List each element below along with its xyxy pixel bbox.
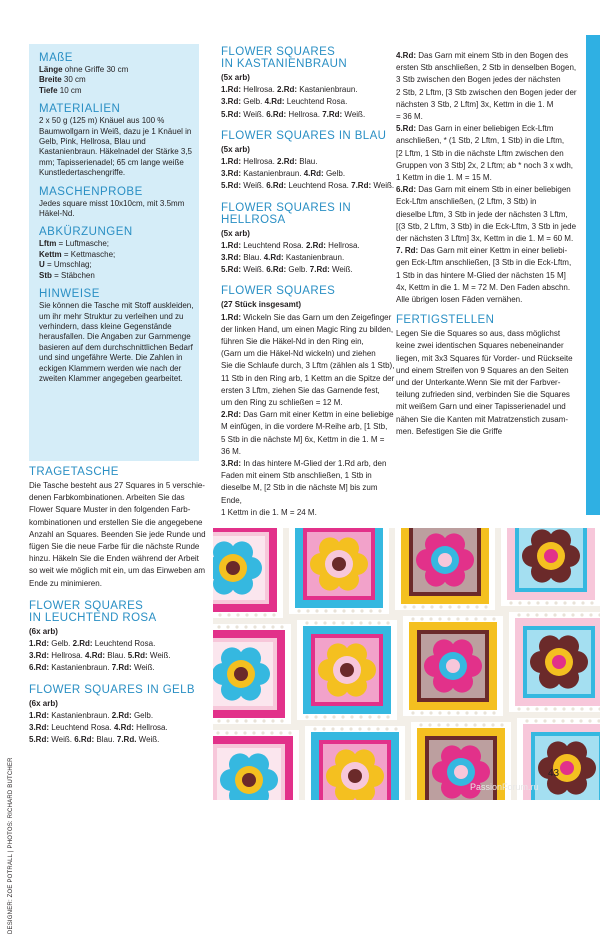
text-line: anschließen, * (1 Stb, 2 Lftm, 1 Stb) in die Lftm,	[396, 136, 565, 146]
blau-rounds	[221, 156, 399, 193]
text-line: M einfügen, in die vordere M-Reihe arb, [1 Stb,	[221, 422, 388, 432]
photo-credit: DESIGNER: ZOE POTRALL | PHOTOS: RICHARD BUTCHER	[8, 757, 14, 934]
text-line: Gruppen von 3 Stb] 2x, 2 Lftm; ab * noch 3 x wdh,	[396, 160, 573, 170]
leuchtend-rounds	[29, 638, 207, 675]
text-line: um den Ring zu schließen = 12 M.	[221, 398, 343, 408]
materials-sidebar	[29, 44, 199, 461]
page-number: 43	[548, 768, 560, 779]
crochet-square	[395, 528, 495, 610]
text-line: nächsten 3 Stb, 2 Lftm] 3x, Kettm in die 1. M	[396, 99, 554, 109]
heading-maschenprobe: MASCHENPROBE	[39, 185, 143, 198]
text-line: 3.Rd: Leuchtend Rosa. 4.Rd: Hellrosa.	[29, 723, 168, 733]
text-line: führen Sie die Häkel-Nd in den Ring ein,	[221, 337, 364, 347]
masse-list	[39, 65, 199, 96]
text-line: nähen Sie die Kanten mit Matratzenstich zusam-	[396, 414, 569, 424]
text-line: liegen, mit 3x3 Squares für Vorder- und Rückseite	[396, 353, 573, 363]
text-line: 2 Stb, 2 Lftm, [3 Stb zwischen den Bogen jeder der	[396, 87, 577, 97]
edge-color-strip	[586, 35, 600, 515]
text-line: (Garn um die Häkel-Nd wickeln) und ziehen	[221, 349, 376, 359]
text-line: keine zwei identischen Squares nebeneinander	[396, 341, 564, 351]
list-item: Lftm = Luftmasche;	[39, 239, 110, 249]
flower-instructions	[221, 312, 399, 519]
list-item: Breite 30 cm	[39, 75, 86, 85]
crochet-square	[213, 624, 291, 724]
blau-count: (5x arb)	[221, 144, 250, 154]
text-line: 3.Rd: Hellrosa. 4.Rd: Blau. 5.Rd: Weiß.	[29, 651, 171, 661]
text-line: dieselbe M, [2 Stb in die nächste M] bis zum Ende,	[221, 483, 378, 505]
crochet-square	[403, 616, 503, 716]
text-line: teilung zufrieden sind, verbinden Sie die Squares	[396, 390, 570, 400]
text-line: ersten 3 Lftm, ziehen Sie das Garnende fest,	[221, 385, 380, 395]
maschenprobe-text: Jedes square misst 10x10cm, mit 3.5mm Häkel-Nd.	[39, 198, 185, 219]
text-line: 1.Rd: Kastanienbraun. 2.Rd: Gelb.	[29, 710, 154, 720]
text-line: Legen Sie die Squares so aus, dass möglichst	[396, 329, 561, 339]
text-line: denen Farbkombinationen. Arbeiten Sie das	[29, 493, 185, 503]
heading-hellrosa: FLOWER SQUARES IN HELLROSA	[221, 201, 352, 226]
crochet-square	[289, 528, 389, 614]
list-item: Stb = Stäbchen	[39, 270, 95, 280]
abkuerzungen-list	[39, 239, 199, 281]
text-line: 1 Stb in das hintere M-Glied der nächsten 15 M]	[396, 270, 566, 280]
text-line: 1.Rd: Leuchtend Rosa. 2.Rd: Hellrosa.	[221, 240, 360, 250]
list-item: U = Umschlag;	[39, 260, 92, 270]
text-line: 1 Kettm in die 1. M = 24 M.	[221, 507, 317, 517]
text-line: 5.Rd: Weiß. 6.Rd: Gelb. 7.Rd: Weiß.	[221, 265, 353, 275]
text-line: 1 Kettm in die 1. M = 15 M.	[396, 173, 492, 183]
text-line: hinzu. Häkeln Sie die Enden während der Arbeit	[29, 554, 199, 564]
crochet-square	[213, 730, 299, 800]
text-line: und einem Streifen von 9 Squares an den Seiten	[396, 365, 569, 375]
heading-materialien: MATERIALIEN	[39, 103, 121, 116]
text-line: fügen Sie die neue Farbe für die nächste Runde	[29, 542, 200, 552]
text-line: Eck-Lftm anschließen, (2 Lftm, 3 Stb) in	[396, 197, 537, 207]
text-line: der linken Hand, um einen Magic Ring zu bilden,	[221, 324, 394, 334]
text-line: gen Eck-Lftm anschließen, [3 Stb in die Eck-Lftm,	[396, 258, 572, 268]
text-line: ersten Stb anschließen, 2 Stb in denselben Bogen,	[396, 63, 577, 73]
gelb-count: (6x arb)	[29, 698, 58, 708]
text-line: 3.Rd: Gelb. 4.Rd: Leuchtend Rosa.	[221, 97, 348, 107]
text-line: Ende zu minimieren.	[29, 578, 102, 588]
heading-hinweise: HINWEISE	[39, 288, 100, 301]
right-column	[396, 50, 586, 438]
crochet-square	[509, 612, 600, 712]
heading-masse: MAßE	[39, 52, 73, 64]
text-line: 3.Rd: Blau. 4.Rd: Kastanienbraun.	[221, 253, 345, 263]
hellrosa-rounds	[221, 240, 399, 277]
list-item: Kettm = Kettmasche;	[39, 249, 116, 259]
text-line: mit weißem Garn und einer Tapisserienadel und	[396, 402, 566, 412]
heading-blau: FLOWER SQUARES IN BLAU	[221, 129, 387, 142]
kastanien-count: (5x arb)	[221, 73, 250, 82]
heading-abkuerzungen: ABKÜRZUNGEN	[39, 226, 133, 239]
text-line: 5.Rd: Das Garn in einer beliebigen Eck-Lftm	[396, 124, 554, 134]
text-line: der nächsten 3 Lftm] 3x, Kettm in die 1. M = 60 M.	[396, 234, 574, 244]
left-column	[29, 466, 207, 746]
kastanien-rounds	[221, 84, 399, 121]
text-line: 5.Rd: Weiß. 6.Rd: Blau. 7.Rd. Weiß.	[29, 735, 160, 745]
text-line: 4x, Kettm in die 1. M = 72 M. Den Faden abschn.	[396, 282, 571, 292]
heading-leuchtend-2: IN LEUCHTEND ROSA	[29, 611, 157, 624]
text-line: 7. Rd: Das Garn mit einer Kettm in einer beliebi-	[396, 246, 568, 256]
tragetasche-text	[29, 480, 207, 590]
text-line: Flower Square Muster in den folgenden Farb-	[29, 505, 191, 515]
text-line: 1.Rd: Gelb. 2.Rd: Leuchtend Rosa.	[29, 639, 156, 649]
text-line: Anzahl an Squares. Beenden Sie jede Runde und	[29, 529, 206, 539]
gelb-rounds	[29, 710, 207, 747]
text-line: 3.Rd: In das hintere M-Glied der 1.Rd arb, den	[221, 459, 387, 469]
text-line: [(3 Stb, 2 Lftm, 3 Stb) in die Eck-Lftm, 3 Stb in jede	[396, 221, 577, 231]
crochet-square	[297, 620, 397, 720]
text-line: 5.Rd: Weiß. 6.Rd: Hellrosa. 7.Rd: Weiß.	[221, 109, 366, 119]
text-line: Sie die Schlaufe durch, 3 Lftm (zählen als 1 Stb),	[221, 361, 395, 371]
text-line: dieselbe Lftm, 3 Stb in jede der nächsten 3 Lftm,	[396, 209, 568, 219]
crochet-squares-photo	[213, 528, 600, 800]
crochet-square	[305, 726, 405, 800]
leuchtend-count: (6x arb)	[29, 626, 58, 636]
hellrosa-count: (5x arb)	[221, 228, 250, 238]
text-line: kombinationen und erstellen Sie die angegebene	[29, 517, 203, 527]
text-line: 1.Rd: Hellrosa. 2.Rd: Kastanienbraun.	[221, 85, 358, 95]
crochet-square	[501, 528, 600, 606]
text-line: 11 Stb in den Ring arb, 1 Kettm an die Spitze der	[221, 373, 395, 383]
heading-tragetasche: TRAGETASCHE	[29, 466, 119, 478]
text-line: 1.Rd: Hellrosa. 2.Rd: Blau.	[221, 157, 318, 167]
text-line: 1.Rd: Wickeln Sie das Garn um den Zeigefinger	[221, 312, 392, 322]
list-item: Länge ohne Griffe 30 cm	[39, 65, 129, 74]
heading-flower: FLOWER SQUARES	[221, 285, 336, 298]
list-item: Tiefe 10 cm	[39, 85, 82, 95]
heading-leuchtend-1: FLOWER SQUARES	[29, 599, 144, 612]
heading-gelb: FLOWER SQUARES IN GELB	[29, 683, 195, 696]
text-line: 36 M.	[221, 446, 242, 456]
materialien-text: 2 x 50 g (125 m) Knäuel aus 100 % Baumwollgarn in Weiß, dazu je 1 Knäuel in Gelb, Pink, Hellrosa, Blau und Kastanienbraun. Häkelnadel der Stärke 3,5 mm; Tapisserienadel; 65 cm lange weiße Kunstledertaschengriffe.	[39, 116, 192, 178]
text-line: Alle übrigen losen Fäden vernähen.	[396, 295, 523, 305]
heading-kastanien-2: IN KASTANIENBRAUN	[221, 58, 348, 70]
text-line: 3.Rd: Kastanienbraun. 4.Rd: Gelb.	[221, 169, 346, 179]
text-line: 3 Stb zwischen den Bogen jedes der nächsten	[396, 75, 561, 85]
watermark: PassionForum.ru	[470, 782, 539, 792]
hinweise-text: Sie können die Tasche mit Stoff auskleiden, um ihr mehr Struktur zu verleihen und zu verhindern, dass kleine Gegenstände herausfallen. Die Angaben zur Garnmenge basieren auf dem durchschnittlichen Bedarf und sind ungefähre Werte. Die Zahlen in eckigen Klammern werden wie nach der zweiten Klammer angegeben gearbeitet.	[39, 301, 194, 383]
middle-column	[221, 46, 399, 519]
text-line: 2.Rd: Das Garn mit einer Kettm in eine beliebige	[221, 410, 394, 420]
rounds-4-7	[396, 50, 586, 306]
heading-kastanien-1: FLOWER SQUARES	[221, 46, 336, 58]
fertigstellen-text	[396, 328, 586, 438]
text-line: men. Befestigen Sie die Griffe	[396, 426, 503, 436]
text-line: 6.Rd: Kastanienbraun. 7.Rd: Weiß.	[29, 663, 155, 673]
crochet-square	[213, 528, 283, 618]
text-line: Die Tasche besteht aus 27 Squares in 5 verschie-	[29, 481, 205, 490]
text-line: 5.Rd: Weiß. 6.Rd: Leuchtend Rosa. 7.Rd: Weiß.	[221, 181, 395, 191]
text-line: so weit wie möglich mit ein, um das Einweben am	[29, 566, 206, 576]
text-line: 6.Rd: Das Garn mit einem Stb in einer beliebigen	[396, 185, 571, 195]
text-line: und der Unterkante.Wenn Sie mit der Farbver-	[396, 378, 561, 388]
text-line: 4.Rd: Das Garn mit einem Stb in den Bogen des	[396, 51, 569, 60]
flower-count: (27 Stück insgesamt)	[221, 300, 302, 310]
text-line: 5 Stb in die nächste M] 6x, Kettm in die 1. M =	[221, 434, 385, 444]
text-line: = 36 M.	[396, 112, 423, 122]
text-line: Faden mit einem Stb anschließen, 1 Stb in	[221, 471, 372, 481]
heading-fertig: FERTIGSTELLEN	[396, 314, 495, 327]
text-line: [2 Lftm, 1 Stb in die nächste Lftm zwischen den	[396, 148, 564, 158]
